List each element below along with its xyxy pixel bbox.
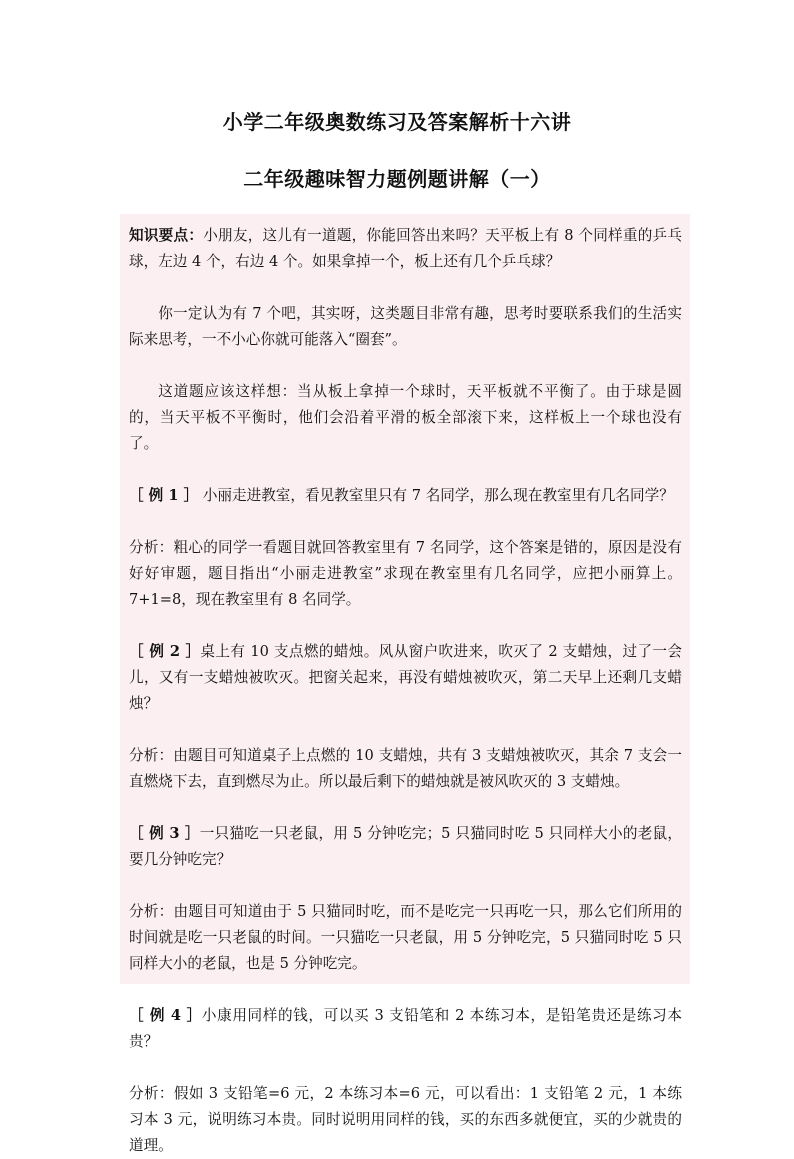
example-question-text: 一只猫吃一只老鼠，用 5 分钟吃完；5 只猫同时吃 5 只同样大小的老鼠，要几分钟吃完？ <box>129 825 682 868</box>
page-title: 小学二年级奥数练习及答案解析十六讲 <box>222 110 572 134</box>
example-1-question <box>129 483 682 509</box>
example-4-analysis: 分析：假如 3 支铅笔=6 元，2 本练习本=6 元，可以看出：1 支铅笔 2 元，1 本练习本 3 元，说明练习本贵。同时说明用同样的钱，买的东西多就便宜，买的少就贵的道理。 <box>129 1085 682 1154</box>
example-question-text: 小丽走进教室，看见教室里只有 7 名同学，那么现在教室里有几名同学？ <box>198 487 674 504</box>
page-subtitle: 二年级趣味智力题例题讲解（一） <box>243 167 551 191</box>
example-question-text: 小康用同样的钱，可以买 3 支铅笔和 2 本练习本，是铅笔贵还是练习本贵？ <box>129 1007 682 1050</box>
example-label: ［ 例 2 ］ <box>129 643 201 660</box>
content-panel <box>120 214 690 1154</box>
intro-paragraph <box>129 223 682 275</box>
example-label: ［ 例 4 ］ <box>129 1007 202 1024</box>
example-2-analysis: 分析：由题目可知道桌子上点燃的 10 支蜡烛，共有 3 支蜡烛被吹灭，其余 7 支会一直燃烧下去，直到燃尽为止。所以最后剩下的蜡烛就是被风吹灭的 3 支蜡烛。 <box>129 747 682 790</box>
intro-paragraph-2: 你一定认为有 7 个吧，其实呀，这类题目非常有趣，思考时要联系我们的生活实际来思考，一不小心你就可能落入“圈套”。 <box>129 305 682 348</box>
example-2-question <box>129 639 682 717</box>
example-label: ［ 例 1 ］ <box>129 487 199 504</box>
intro-paragraph-3: 这道题应该这样想：当从板上拿掉一个球时，天平板就不平衡了。由于球是圆的，当天平板不平衡时，他们会沿着平滑的板全部滚下来，这样板上一个球也没有了。 <box>129 383 682 452</box>
example-3-analysis: 分析：由题目可知道由于 5 只猫同时吃，而不是吃完一只再吃一只，那么它们所用的时间就是吃一只老鼠的时间。一只猫吃一只老鼠，用 5 分钟吃完，5 只猫同时吃 5 只同样大小的老鼠，也是 5 分钟吃完。 <box>129 903 682 972</box>
example-4-question <box>129 1003 682 1055</box>
intro-label: 知识要点： <box>129 227 204 244</box>
example-question-text: 桌上有 10 支点燃的蜡烛。风从窗户吹进来，吹灭了 2 支蜡烛，过了一会儿，又有一支蜡烛被吹灭。把窗关起来，再没有蜡烛被吹灭，第二天早上还剩几支蜡烛？ <box>129 643 682 712</box>
intro-text: 小朋友，这儿有一道题，你能回答出来吗？天平板上有 8 个同样重的乒乓球，左边 4 个，右边 4 个。如果拿掉一个，板上还有几个乒乓球？ <box>129 227 682 270</box>
example-label: ［ 例 3 ］ <box>129 825 200 842</box>
example-3-question <box>129 821 682 873</box>
example-1-analysis: 分析：粗心的同学一看题目就回答教室里有 7 名同学，这个答案是错的，原因是没有好好审题，题目指出“小丽走进教室”求现在教室里有几名同学，应把小丽算上。7+1=8，现在教室里有 8 名同学。 <box>129 539 682 608</box>
